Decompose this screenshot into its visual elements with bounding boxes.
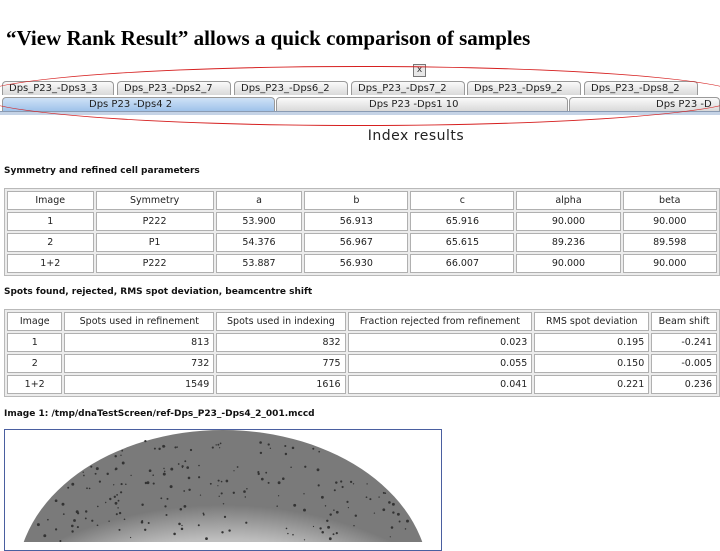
table-cell: 56.930 bbox=[304, 254, 408, 273]
table-cell: 0.195 bbox=[534, 333, 649, 352]
table-cell: 53.900 bbox=[216, 212, 303, 231]
table-cell: 775 bbox=[216, 354, 345, 373]
table-cell: 0.221 bbox=[534, 375, 649, 394]
table-cell: 90.000 bbox=[516, 212, 620, 231]
column-header: b bbox=[304, 191, 408, 210]
table-row[interactable] bbox=[7, 375, 717, 394]
column-header: a bbox=[216, 191, 303, 210]
tab-dps8-2[interactable]: Dps_P23_-Dps8_2 bbox=[584, 81, 698, 95]
column-header: Spots used in indexing bbox=[216, 312, 345, 331]
highlight-ellipse bbox=[0, 66, 720, 126]
table-cell: 89.598 bbox=[623, 233, 717, 252]
column-header: Spots used in refinement bbox=[64, 312, 214, 331]
table-cell: 1 bbox=[7, 333, 62, 352]
tab-strip-divider bbox=[0, 111, 720, 115]
table-row[interactable] bbox=[7, 333, 717, 352]
slide-title: “View Rank Result” allows a quick comparison of samples bbox=[6, 26, 531, 50]
table-cell: 1+2 bbox=[7, 375, 62, 394]
symmetry-table bbox=[4, 188, 720, 276]
table-cell: 65.916 bbox=[410, 212, 514, 231]
image-path-label: Image 1: /tmp/dnaTestScreen/ref-Dps_P23_-Dps4_2_001.mccd bbox=[4, 409, 315, 419]
diffraction-image-viewer[interactable] bbox=[4, 429, 442, 551]
table-cell: 65.615 bbox=[410, 233, 514, 252]
table-cell: 89.236 bbox=[516, 233, 620, 252]
column-header: Image bbox=[7, 191, 94, 210]
table-cell: 1 bbox=[7, 212, 94, 231]
table-cell: 0.041 bbox=[348, 375, 533, 394]
tab-dps6-2[interactable]: Dps_P23_-Dps6_2 bbox=[234, 81, 348, 95]
tab-dps4-2[interactable]: Dps P23 -Dps4 2 bbox=[2, 97, 275, 111]
table-cell: 0.236 bbox=[651, 375, 717, 394]
table-cell: P222 bbox=[96, 212, 214, 231]
table-header-row bbox=[7, 191, 717, 210]
tab-dps-overflow[interactable]: Dps P23 -D bbox=[569, 97, 720, 111]
table-cell: 66.007 bbox=[410, 254, 514, 273]
table-row[interactable] bbox=[7, 233, 717, 252]
column-header: c bbox=[410, 191, 514, 210]
table-cell: 54.376 bbox=[216, 233, 303, 252]
table-cell: 732 bbox=[64, 354, 214, 373]
diffraction-image bbox=[5, 430, 441, 542]
tab-dps2-7[interactable]: Dps_P23_-Dps2_7 bbox=[117, 81, 231, 95]
index-results-heading: Index results bbox=[367, 128, 465, 144]
table-cell: -0.005 bbox=[651, 354, 717, 373]
tab-dps1-10[interactable]: Dps P23 -Dps1 10 bbox=[276, 97, 568, 111]
table-row[interactable] bbox=[7, 212, 717, 231]
symmetry-section-label: Symmetry and refined cell parameters bbox=[4, 166, 200, 176]
table-cell: P222 bbox=[96, 254, 214, 273]
table-cell: 2 bbox=[7, 233, 94, 252]
table-cell: -0.241 bbox=[651, 333, 717, 352]
column-header: Beam shift bbox=[651, 312, 717, 331]
spots-section-label: Spots found, rejected, RMS spot deviation, beamcentre shift bbox=[4, 287, 313, 297]
table-cell: 0.150 bbox=[534, 354, 649, 373]
table-cell: 813 bbox=[64, 333, 214, 352]
table-row[interactable] bbox=[7, 354, 717, 373]
column-header: RMS spot deviation bbox=[534, 312, 649, 331]
table-cell: 1616 bbox=[216, 375, 345, 394]
column-header: Symmetry bbox=[96, 191, 214, 210]
tab-dps3-3[interactable]: Dps_P23_-Dps3_3 bbox=[2, 81, 114, 95]
table-cell: 90.000 bbox=[623, 254, 717, 273]
table-header-row bbox=[7, 312, 717, 331]
table-cell: 90.000 bbox=[623, 212, 717, 231]
column-header: Image bbox=[7, 312, 62, 331]
table-cell: 2 bbox=[7, 354, 62, 373]
column-header: Fraction rejected from refinement bbox=[348, 312, 533, 331]
table-cell: 0.055 bbox=[348, 354, 533, 373]
tab-dps9-2[interactable]: Dps_P23_-Dps9_2 bbox=[467, 81, 581, 95]
column-header: alpha bbox=[516, 191, 620, 210]
tab-dps7-2[interactable]: Dps_P23_-Dps7_2 bbox=[351, 81, 465, 95]
table-cell: 0.023 bbox=[348, 333, 533, 352]
table-cell: 1549 bbox=[64, 375, 214, 394]
table-cell: P1 bbox=[96, 233, 214, 252]
close-icon[interactable]: x bbox=[413, 64, 426, 77]
spots-table bbox=[4, 309, 720, 397]
table-cell: 56.913 bbox=[304, 212, 408, 231]
table-cell: 1+2 bbox=[7, 254, 94, 273]
column-header: beta bbox=[623, 191, 717, 210]
table-row[interactable] bbox=[7, 254, 717, 273]
table-cell: 90.000 bbox=[516, 254, 620, 273]
table-cell: 832 bbox=[216, 333, 345, 352]
table-cell: 56.967 bbox=[304, 233, 408, 252]
table-cell: 53.887 bbox=[216, 254, 303, 273]
